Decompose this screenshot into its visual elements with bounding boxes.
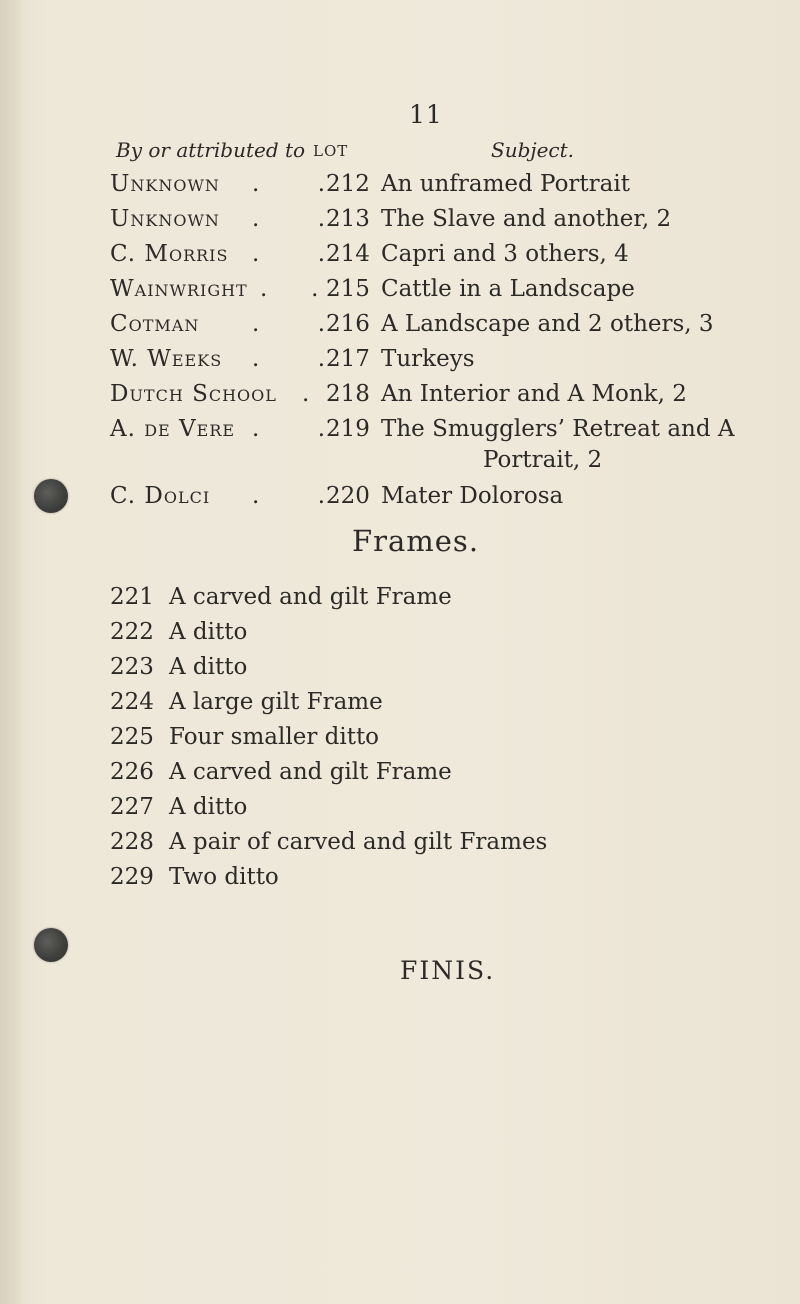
lot-subject: Capri and 3 others, 4: [381, 241, 629, 267]
artist-name: Cotman: [110, 311, 200, 337]
leader-dots: . .: [252, 483, 326, 509]
lot-subject: Cattle in a Landscape: [381, 276, 635, 302]
punch-hole: [34, 479, 68, 513]
lot-number: 215: [326, 276, 370, 302]
artist-name: Unknown: [110, 206, 220, 232]
lot-subject: An Interior and A Monk, 2: [381, 381, 687, 407]
header-lot: LOT: [313, 142, 349, 160]
lot-subject: A Landscape and 2 others, 3: [381, 311, 714, 337]
lot-number: 228: [110, 829, 154, 855]
frame-description: A ditto: [169, 619, 248, 645]
header-subject: Subject.: [491, 138, 575, 162]
lot-number: 219: [326, 416, 370, 442]
leader-dots: . .: [252, 311, 326, 337]
lot-subject: Mater Dolorosa: [381, 483, 564, 509]
frames-heading: Frames.: [352, 524, 480, 558]
lot-number: 229: [110, 864, 154, 890]
lot-number: 218: [326, 381, 370, 407]
lot-number: 212: [326, 171, 370, 197]
lot-number: 220: [326, 483, 370, 509]
page-number: 11: [409, 100, 443, 129]
lot-subject-continuation: Portrait, 2: [483, 447, 603, 473]
frame-description: Four smaller ditto: [169, 724, 380, 750]
frame-description: Two ditto: [169, 864, 279, 890]
lot-number: 217: [326, 346, 370, 372]
leader-dots: . .: [252, 241, 326, 267]
header-attributed: By or attributed to: [116, 138, 306, 162]
lot-subject: The Smugglers’ Retreat and A: [381, 416, 735, 442]
frame-description: A carved and gilt Frame: [169, 584, 452, 610]
lot-subject: The Slave and another, 2: [381, 206, 672, 232]
leader-dots: . .: [252, 346, 326, 372]
lot-subject: Turkeys: [381, 346, 475, 372]
lot-number: 221: [110, 584, 154, 610]
frame-description: A ditto: [169, 794, 248, 820]
leader-dots: . .: [260, 276, 319, 302]
lot-subject: An unframed Portrait: [381, 171, 630, 197]
leader-dots: . .: [252, 206, 326, 232]
frame-description: A large gilt Frame: [169, 689, 383, 715]
lot-number: 213: [326, 206, 370, 232]
leader-dots: . .: [252, 171, 326, 197]
lot-number: 226: [110, 759, 154, 785]
lot-number: 227: [110, 794, 154, 820]
lot-number: 216: [326, 311, 370, 337]
leader-dots: .: [302, 381, 310, 407]
frame-description: A ditto: [169, 654, 248, 680]
lot-number: 224: [110, 689, 154, 715]
artist-name: C. Morris: [110, 241, 229, 267]
artist-name: C. Dolci: [110, 483, 211, 509]
lot-number: 214: [326, 241, 370, 267]
frame-description: A carved and gilt Frame: [169, 759, 452, 785]
frame-description: A pair of carved and gilt Frames: [169, 829, 548, 855]
lot-number: 225: [110, 724, 154, 750]
finis-text: FINIS.: [400, 956, 496, 985]
lot-number: 222: [110, 619, 154, 645]
artist-name: A. de Vere: [110, 416, 236, 442]
page-edge: [0, 0, 22, 1304]
leader-dots: . .: [252, 416, 326, 442]
artist-name: Wainwright: [110, 276, 248, 302]
lot-number: 223: [110, 654, 154, 680]
artist-name: Unknown: [110, 171, 220, 197]
artist-name: Dutch School: [110, 381, 277, 407]
punch-hole: [34, 928, 68, 962]
artist-name: W. Weeks: [110, 346, 223, 372]
